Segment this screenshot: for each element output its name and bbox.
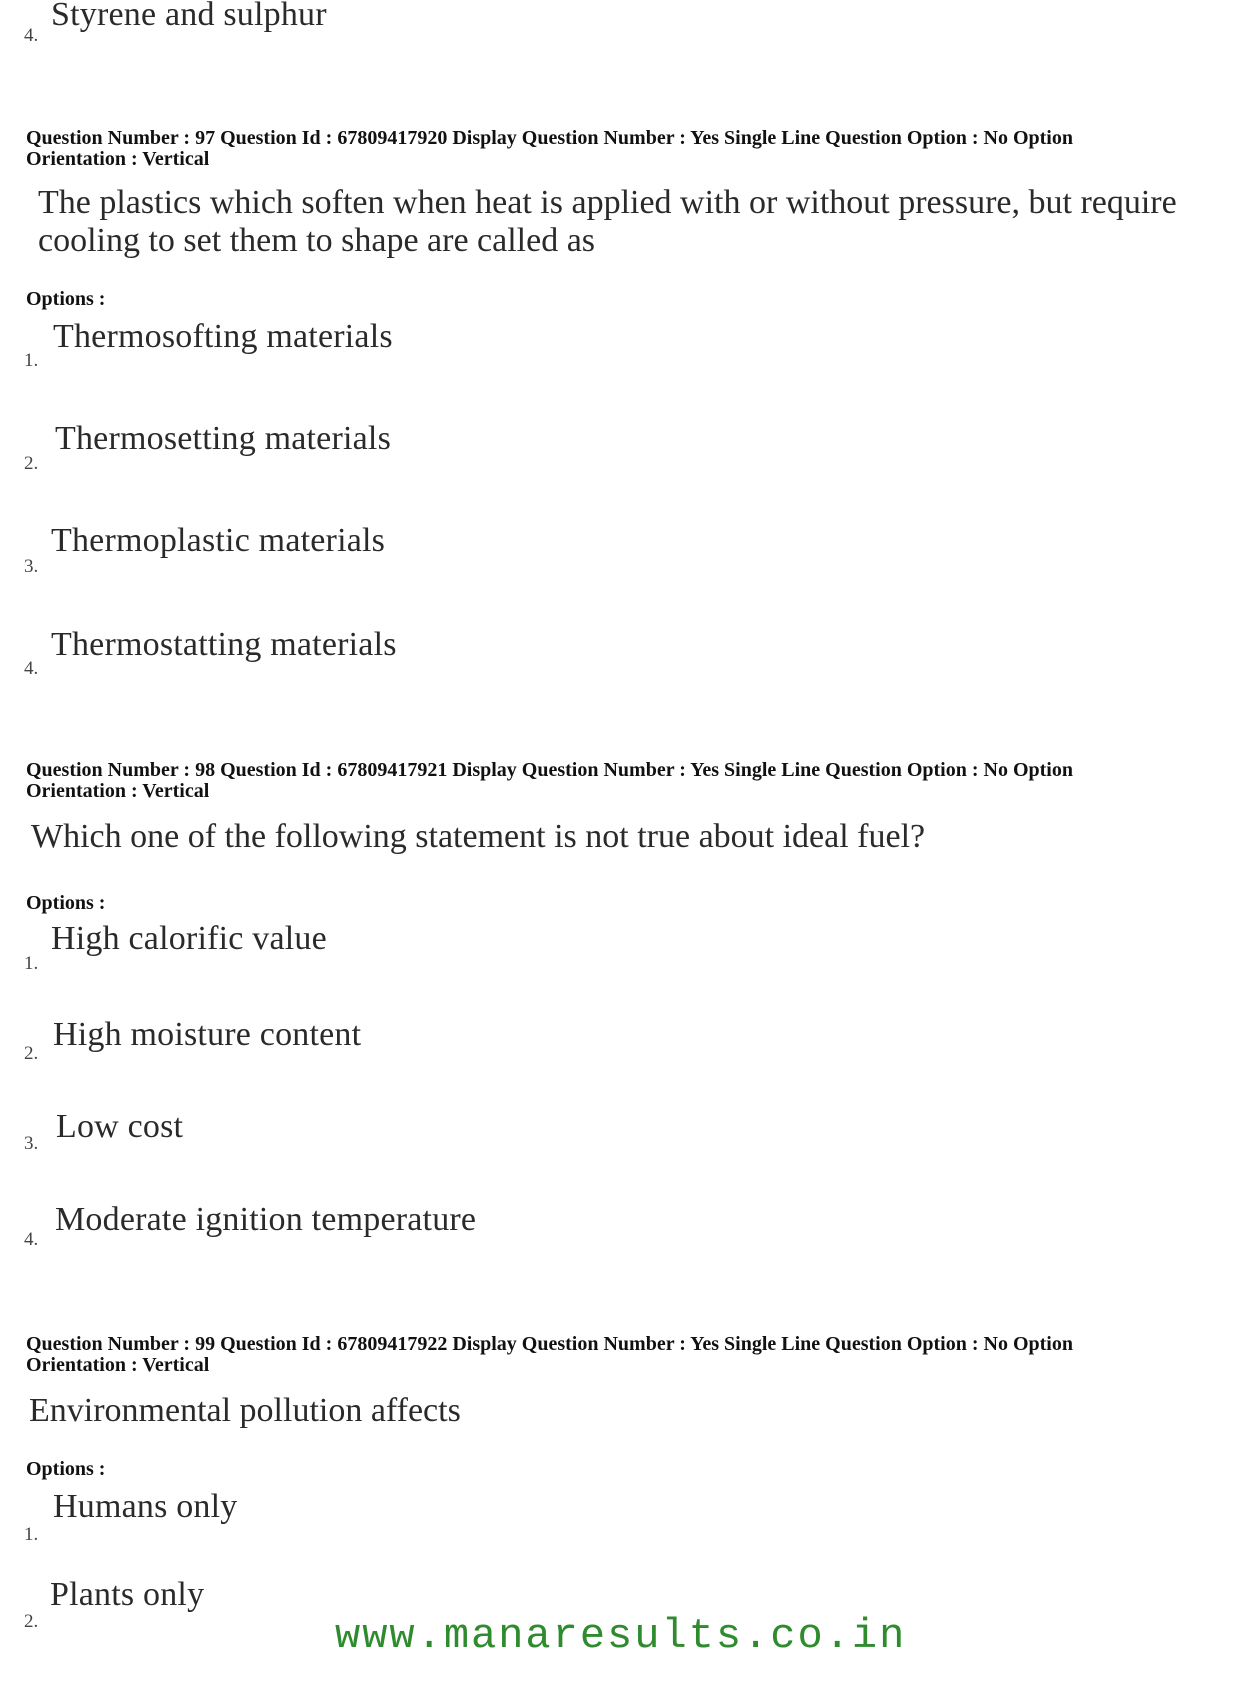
q98-option-1-number: 1. [24, 953, 39, 974]
q99-question-line1: Environmental pollution affects [29, 1392, 461, 1429]
q97-question-line2: cooling to set them to shape are called as [38, 222, 596, 259]
q98-option-4-number: 4. [24, 1229, 39, 1250]
q97-question-line1: The plastics which soften when heat is applied with or without pressure, but require [38, 184, 1177, 221]
q98-option-1-text: High calorific value [51, 920, 327, 957]
q98-meta-line1: Question Number : 98 Question Id : 67809417921 Display Question Number : Yes Single Line Question Option : No Option [26, 759, 1073, 781]
q97-meta [26, 128, 1206, 170]
q97-option-1-text: Thermosofting materials [53, 318, 393, 355]
q97-option-1-number: 1. [24, 350, 39, 371]
q97-question-text [38, 184, 1177, 260]
q97-meta-line1: Question Number : 97 Question Id : 67809417920 Display Question Number : Yes Single Line Question Option : No Option [26, 127, 1073, 149]
q98-meta-line2: Orientation : Vertical [26, 780, 210, 802]
q98-option-3-text: Low cost [56, 1108, 184, 1145]
q97-option-4-number: 4. [24, 658, 39, 679]
q97-option-2-number: 2. [24, 453, 39, 474]
q98-question-text [31, 818, 925, 856]
q98-option-4-text: Moderate ignition temperature [55, 1201, 477, 1238]
q97-option-3-text: Thermoplastic materials [51, 522, 386, 559]
q99-option-1-number: 1. [24, 1524, 39, 1545]
q99-option-2-text: Plants only [50, 1576, 205, 1613]
q99-meta-line2: Orientation : Vertical [26, 1354, 210, 1376]
q97-option-2-text: Thermosetting materials [55, 420, 392, 457]
q97-meta-line2: Orientation : Vertical [26, 148, 210, 170]
q99-meta [26, 1334, 1206, 1376]
q98-option-2-text: High moisture content [53, 1016, 362, 1053]
q98-option-3-number: 3. [24, 1133, 39, 1154]
prev-option-4-number: 4. [24, 25, 39, 46]
site-watermark: www.manaresults.co.in [335, 1612, 907, 1660]
q99-meta-line1: Question Number : 99 Question Id : 67809417922 Display Question Number : Yes Single Line Question Option : No Option [26, 1333, 1073, 1355]
q97-option-4-text: Thermostatting materials [51, 626, 397, 663]
q97-options-label: Options : [26, 288, 106, 310]
q99-question-text [29, 1392, 461, 1430]
q99-option-2-number: 2. [24, 1611, 39, 1632]
q98-question-line1: Which one of the following statement is not true about ideal fuel? [31, 818, 926, 855]
q99-options-label: Options : [26, 1458, 106, 1480]
q97-option-3-number: 3. [24, 556, 39, 577]
q98-meta [26, 760, 1206, 802]
prev-option-4-text: Styrene and sulphur [51, 0, 327, 33]
q98-options-label: Options : [26, 892, 106, 914]
q98-option-2-number: 2. [24, 1043, 39, 1064]
q99-option-1-text: Humans only [53, 1488, 238, 1525]
